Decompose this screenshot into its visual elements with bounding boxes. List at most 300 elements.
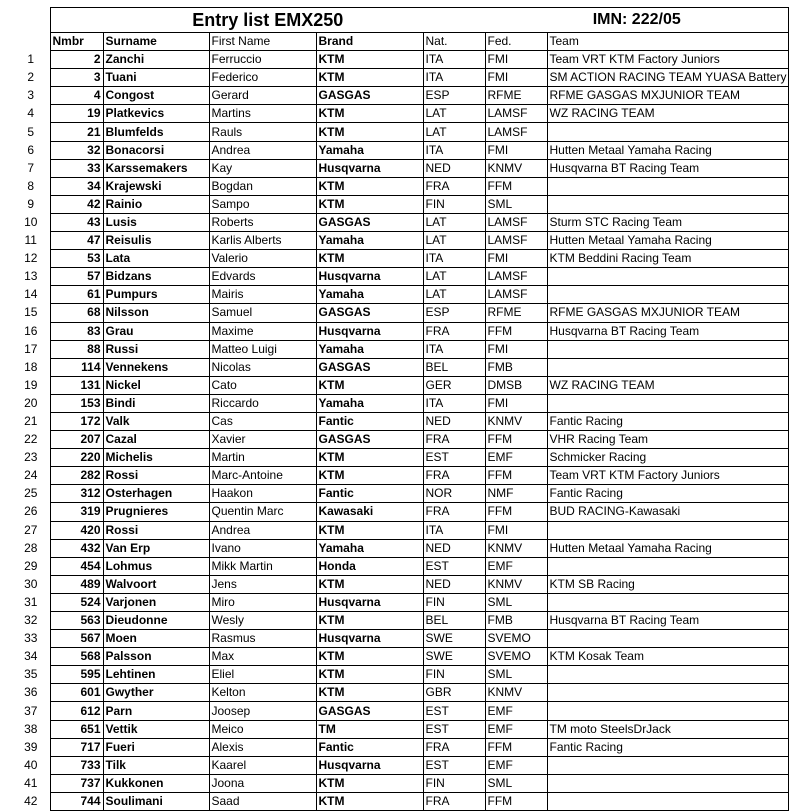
nationality-cell: ITA — [423, 394, 485, 412]
federation-cell: LAMSF — [485, 268, 547, 286]
first-name-cell: Roberts — [209, 213, 316, 231]
rider-number-cell: 733 — [50, 756, 103, 774]
team-cell — [547, 195, 789, 213]
table-row — [12, 557, 789, 575]
table-row — [12, 521, 789, 539]
team-cell: Fantic Racing — [547, 485, 789, 503]
header-surname: Surname — [103, 33, 209, 51]
rider-number-cell: 567 — [50, 630, 103, 648]
brand-cell: Fantic — [316, 485, 423, 503]
nationality-cell: LAT — [423, 123, 485, 141]
rider-number-cell: 595 — [50, 666, 103, 684]
row-index-cell: 32 — [24, 613, 38, 628]
federation-cell: EMF — [485, 449, 547, 467]
table-row — [12, 630, 789, 648]
first-name-cell: Haakon — [209, 485, 316, 503]
team-cell: Husqvarna BT Racing Team — [547, 322, 789, 340]
table-row — [12, 177, 789, 195]
rider-number-cell: 42 — [50, 195, 103, 213]
team-cell — [547, 792, 789, 810]
table-row — [12, 792, 789, 810]
team-cell — [547, 684, 789, 702]
first-name-cell: Joona — [209, 774, 316, 792]
surname-cell: Moen — [103, 630, 209, 648]
first-name-cell: Martins — [209, 105, 316, 123]
first-name-cell: Marc-Antoine — [209, 467, 316, 485]
federation-cell: DMSB — [485, 376, 547, 394]
surname-cell: Krajewski — [103, 177, 209, 195]
table-row — [12, 340, 789, 358]
surname-cell: Zanchi — [103, 51, 209, 69]
surname-cell: Gwyther — [103, 684, 209, 702]
surname-cell: Walvoort — [103, 575, 209, 593]
surname-cell: Kukkonen — [103, 774, 209, 792]
brand-cell: Yamaha — [316, 539, 423, 557]
rider-number-cell: 19 — [50, 105, 103, 123]
surname-cell: Osterhagen — [103, 485, 209, 503]
first-name-cell: Mikk Martin — [209, 557, 316, 575]
nationality-cell: NED — [423, 159, 485, 177]
row-index-cell: 5 — [27, 124, 35, 139]
row-index-cell: 14 — [24, 287, 38, 302]
brand-cell: KTM — [316, 666, 423, 684]
surname-cell: Reisulis — [103, 232, 209, 250]
team-cell: WZ RACING TEAM — [547, 376, 789, 394]
rider-number-cell: 282 — [50, 467, 103, 485]
rider-number-cell: 220 — [50, 449, 103, 467]
first-name-cell: Rauls — [209, 123, 316, 141]
federation-cell: FMI — [485, 51, 547, 69]
rider-number-cell: 3 — [50, 69, 103, 87]
brand-cell: GASGAS — [316, 304, 423, 322]
title-index-blank — [12, 8, 50, 33]
nationality-cell: LAT — [423, 268, 485, 286]
table-row — [12, 666, 789, 684]
federation-cell: LAMSF — [485, 123, 547, 141]
rider-number-cell: 651 — [50, 720, 103, 738]
federation-cell: FMI — [485, 69, 547, 87]
team-cell — [547, 774, 789, 792]
brand-cell: KTM — [316, 575, 423, 593]
nationality-cell: LAT — [423, 286, 485, 304]
federation-cell: FMI — [485, 394, 547, 412]
brand-cell: KTM — [316, 177, 423, 195]
federation-cell: FMI — [485, 521, 547, 539]
team-cell: Team VRT KTM Factory Juniors — [547, 51, 789, 69]
table-row — [12, 268, 789, 286]
team-cell: VHR Racing Team — [547, 431, 789, 449]
brand-cell: KTM — [316, 684, 423, 702]
federation-cell: KNMV — [485, 539, 547, 557]
surname-cell: Vettik — [103, 720, 209, 738]
nationality-cell: LAT — [423, 213, 485, 231]
table-row — [12, 123, 789, 141]
federation-cell: EMF — [485, 557, 547, 575]
surname-cell: Bidzans — [103, 268, 209, 286]
surname-cell: Bindi — [103, 394, 209, 412]
row-index-cell: 36 — [24, 685, 38, 700]
row-index-cell: 27 — [24, 522, 38, 537]
row-index-cell: 4 — [27, 106, 35, 121]
federation-cell: FFM — [485, 503, 547, 521]
federation-cell: RFME — [485, 87, 547, 105]
rider-number-cell: 61 — [50, 286, 103, 304]
header-row — [12, 33, 789, 51]
nationality-cell: NED — [423, 539, 485, 557]
federation-cell: FFM — [485, 431, 547, 449]
nationality-cell: EST — [423, 557, 485, 575]
team-cell — [547, 630, 789, 648]
first-name-cell: Valerio — [209, 250, 316, 268]
table-row — [12, 213, 789, 231]
first-name-cell: Meico — [209, 720, 316, 738]
team-cell — [547, 557, 789, 575]
rider-number-cell: 717 — [50, 738, 103, 756]
team-cell — [547, 521, 789, 539]
team-cell: KTM Kosak Team — [547, 648, 789, 666]
table-row — [12, 648, 789, 666]
table-row — [12, 159, 789, 177]
table-row — [12, 467, 789, 485]
federation-cell: RFME — [485, 304, 547, 322]
first-name-cell: Kaarel — [209, 756, 316, 774]
rider-number-cell: 737 — [50, 774, 103, 792]
surname-cell: Michelis — [103, 449, 209, 467]
rider-number-cell: 57 — [50, 268, 103, 286]
brand-cell: GASGAS — [316, 213, 423, 231]
first-name-cell: Karlis Alberts — [209, 232, 316, 250]
table-row — [12, 286, 789, 304]
team-cell: KTM Beddini Racing Team — [547, 250, 789, 268]
first-name-cell: Ivano — [209, 539, 316, 557]
nationality-cell: SWE — [423, 648, 485, 666]
nationality-cell: FIN — [423, 195, 485, 213]
brand-cell: KTM — [316, 105, 423, 123]
first-name-cell: Martin — [209, 449, 316, 467]
header-index-blank — [12, 33, 50, 51]
first-name-cell: Samuel — [209, 304, 316, 322]
team-cell: WZ RACING TEAM — [547, 105, 789, 123]
surname-cell: Platkevics — [103, 105, 209, 123]
federation-cell: EMF — [485, 702, 547, 720]
brand-cell: GASGAS — [316, 431, 423, 449]
brand-cell: Yamaha — [316, 141, 423, 159]
nationality-cell: ITA — [423, 141, 485, 159]
surname-cell: Valk — [103, 412, 209, 430]
team-cell: SM ACTION RACING TEAM YUASA Battery — [547, 69, 789, 87]
rider-number-cell: 612 — [50, 702, 103, 720]
row-index-cell: 37 — [24, 703, 38, 718]
row-index-cell: 10 — [24, 214, 38, 229]
nationality-cell: GER — [423, 376, 485, 394]
row-index-cell: 42 — [24, 793, 38, 808]
first-name-cell: Bogdan — [209, 177, 316, 195]
rider-number-cell: 319 — [50, 503, 103, 521]
brand-cell: Honda — [316, 557, 423, 575]
federation-cell: KNMV — [485, 159, 547, 177]
rider-number-cell: 420 — [50, 521, 103, 539]
surname-cell: Bonacorsi — [103, 141, 209, 159]
surname-cell: Fueri — [103, 738, 209, 756]
federation-cell: FFM — [485, 738, 547, 756]
table-row — [12, 593, 789, 611]
surname-cell: Nilsson — [103, 304, 209, 322]
row-index-cell: 33 — [24, 631, 38, 646]
row-index-cell: 34 — [24, 649, 38, 664]
federation-cell: SML — [485, 774, 547, 792]
team-cell — [547, 394, 789, 412]
rider-number-cell: 601 — [50, 684, 103, 702]
table-row — [12, 702, 789, 720]
rider-number-cell: 524 — [50, 593, 103, 611]
rider-number-cell: 53 — [50, 250, 103, 268]
table-row — [12, 87, 789, 105]
nationality-cell: EST — [423, 449, 485, 467]
brand-cell: Yamaha — [316, 394, 423, 412]
surname-cell: Varjonen — [103, 593, 209, 611]
table-row — [12, 105, 789, 123]
table-row — [12, 485, 789, 503]
first-name-cell: Sampo — [209, 195, 316, 213]
row-index-cell: 19 — [24, 377, 38, 392]
row-index-cell: 28 — [24, 540, 38, 555]
brand-cell: Husqvarna — [316, 630, 423, 648]
nationality-cell: EST — [423, 756, 485, 774]
row-index-cell: 35 — [24, 667, 38, 682]
first-name-cell: Andrea — [209, 141, 316, 159]
table-row — [12, 684, 789, 702]
surname-cell: Lusis — [103, 213, 209, 231]
rider-number-cell: 114 — [50, 358, 103, 376]
team-cell: Husqvarna BT Racing Team — [547, 612, 789, 630]
table-row — [12, 141, 789, 159]
brand-cell: Husqvarna — [316, 268, 423, 286]
first-name-cell: Kelton — [209, 684, 316, 702]
row-index-cell: 23 — [24, 450, 38, 465]
table-row — [12, 304, 789, 322]
surname-cell: Vennekens — [103, 358, 209, 376]
surname-cell: Prugnieres — [103, 503, 209, 521]
row-index-cell: 22 — [24, 432, 38, 447]
rider-number-cell: 2 — [50, 51, 103, 69]
federation-cell: KNMV — [485, 684, 547, 702]
nationality-cell: FIN — [423, 666, 485, 684]
nationality-cell: EST — [423, 720, 485, 738]
team-cell: Hutten Metaal Yamaha Racing — [547, 141, 789, 159]
first-name-cell: Alexis — [209, 738, 316, 756]
nationality-cell: FRA — [423, 177, 485, 195]
surname-cell: Pumpurs — [103, 286, 209, 304]
brand-cell: KTM — [316, 648, 423, 666]
row-index-cell: 31 — [24, 594, 38, 609]
team-cell — [547, 286, 789, 304]
rider-number-cell: 47 — [50, 232, 103, 250]
first-name-cell: Wesly — [209, 612, 316, 630]
federation-cell: SVEMO — [485, 630, 547, 648]
federation-cell: FFM — [485, 792, 547, 810]
team-cell — [547, 340, 789, 358]
first-name-cell: Miro — [209, 593, 316, 611]
table-row — [12, 232, 789, 250]
nationality-cell: ITA — [423, 521, 485, 539]
nationality-cell: FRA — [423, 738, 485, 756]
table-row — [12, 449, 789, 467]
brand-cell: GASGAS — [316, 358, 423, 376]
first-name-cell: Matteo Luigi — [209, 340, 316, 358]
brand-cell: Kawasaki — [316, 503, 423, 521]
nationality-cell: ITA — [423, 69, 485, 87]
nationality-cell: FRA — [423, 322, 485, 340]
first-name-cell: Kay — [209, 159, 316, 177]
row-index-cell: 18 — [24, 359, 38, 374]
surname-cell: Cazal — [103, 431, 209, 449]
first-name-cell: Quentin Marc — [209, 503, 316, 521]
rider-number-cell: 454 — [50, 557, 103, 575]
page-title: Entry list EMX250 — [50, 8, 485, 33]
table-row — [12, 322, 789, 340]
first-name-cell: Mairis — [209, 286, 316, 304]
federation-cell: FMI — [485, 250, 547, 268]
brand-cell: Fantic — [316, 738, 423, 756]
surname-cell: Russi — [103, 340, 209, 358]
federation-cell: LAMSF — [485, 232, 547, 250]
table-row — [12, 612, 789, 630]
team-cell: RFME GASGAS MXJUNIOR TEAM — [547, 87, 789, 105]
team-cell: Team VRT KTM Factory Juniors — [547, 467, 789, 485]
team-cell: Hutten Metaal Yamaha Racing — [547, 232, 789, 250]
team-cell: Fantic Racing — [547, 412, 789, 430]
row-index-cell: 3 — [27, 88, 35, 103]
team-cell: Schmicker Racing — [547, 449, 789, 467]
first-name-cell: Jens — [209, 575, 316, 593]
table-row — [12, 575, 789, 593]
row-index-cell: 2 — [27, 70, 35, 85]
brand-cell: Yamaha — [316, 340, 423, 358]
rider-number-cell: 88 — [50, 340, 103, 358]
brand-cell: KTM — [316, 612, 423, 630]
nationality-cell: LAT — [423, 232, 485, 250]
row-index-cell: 26 — [24, 504, 38, 519]
rider-number-cell: 33 — [50, 159, 103, 177]
brand-cell: Husqvarna — [316, 756, 423, 774]
surname-cell: Nickel — [103, 376, 209, 394]
federation-cell: LAMSF — [485, 213, 547, 231]
brand-cell: KTM — [316, 467, 423, 485]
surname-cell: Lohmus — [103, 557, 209, 575]
nationality-cell: ITA — [423, 51, 485, 69]
federation-cell: NMF — [485, 485, 547, 503]
surname-cell: Dieudonne — [103, 612, 209, 630]
surname-cell: Rainio — [103, 195, 209, 213]
federation-cell: FFM — [485, 467, 547, 485]
nationality-cell: NED — [423, 412, 485, 430]
brand-cell: Fantic — [316, 412, 423, 430]
federation-cell: LAMSF — [485, 286, 547, 304]
first-name-cell: Ferruccio — [209, 51, 316, 69]
nationality-cell: ESP — [423, 304, 485, 322]
first-name-cell: Max — [209, 648, 316, 666]
first-name-cell: Riccardo — [209, 394, 316, 412]
rider-number-cell: 131 — [50, 376, 103, 394]
federation-cell: KNMV — [485, 412, 547, 430]
surname-cell: Soulimani — [103, 792, 209, 810]
team-cell: Sturm STC Racing Team — [547, 213, 789, 231]
nationality-cell: SWE — [423, 630, 485, 648]
table-row — [12, 195, 789, 213]
row-index-cell: 39 — [24, 739, 38, 754]
header-nat: Nat. — [423, 33, 485, 51]
federation-cell: FFM — [485, 177, 547, 195]
row-index-cell: 15 — [24, 305, 38, 320]
first-name-cell: Cas — [209, 412, 316, 430]
team-cell — [547, 268, 789, 286]
row-index-cell: 41 — [24, 775, 38, 790]
header-first-name: First Name — [209, 33, 316, 51]
table-row — [12, 376, 789, 394]
team-cell — [547, 756, 789, 774]
rider-number-cell: 153 — [50, 394, 103, 412]
row-index-cell: 11 — [24, 233, 37, 248]
team-cell — [547, 177, 789, 195]
header-fed: Fed. — [485, 33, 547, 51]
federation-cell: FMB — [485, 358, 547, 376]
brand-cell: Husqvarna — [316, 593, 423, 611]
surname-cell: Grau — [103, 322, 209, 340]
rider-number-cell: 21 — [50, 123, 103, 141]
nationality-cell: ITA — [423, 250, 485, 268]
federation-cell: KNMV — [485, 575, 547, 593]
table-row — [12, 250, 789, 268]
row-index-cell: 9 — [27, 196, 35, 211]
first-name-cell: Joosep — [209, 702, 316, 720]
header-nmbr: Nmbr — [50, 33, 103, 51]
header-brand: Brand — [316, 33, 423, 51]
federation-cell: LAMSF — [485, 105, 547, 123]
nationality-cell: GBR — [423, 684, 485, 702]
table-row — [12, 774, 789, 792]
row-index-cell: 7 — [27, 160, 35, 175]
federation-cell: EMF — [485, 756, 547, 774]
row-index-cell: 12 — [24, 251, 38, 266]
brand-cell: TM — [316, 720, 423, 738]
surname-cell: Lata — [103, 250, 209, 268]
federation-cell: SML — [485, 195, 547, 213]
nationality-cell: NOR — [423, 485, 485, 503]
title-row — [12, 8, 789, 33]
brand-cell: KTM — [316, 774, 423, 792]
row-index-cell: 25 — [24, 486, 38, 501]
table-row — [12, 394, 789, 412]
rider-number-cell: 172 — [50, 412, 103, 430]
brand-cell: Yamaha — [316, 232, 423, 250]
table-row — [12, 720, 789, 738]
first-name-cell: Rasmus — [209, 630, 316, 648]
first-name-cell: Xavier — [209, 431, 316, 449]
row-index-cell: 6 — [27, 142, 35, 157]
brand-cell: KTM — [316, 376, 423, 394]
table-row — [12, 412, 789, 430]
surname-cell: Rossi — [103, 521, 209, 539]
team-cell: Hutten Metaal Yamaha Racing — [547, 539, 789, 557]
first-name-cell: Eliel — [209, 666, 316, 684]
first-name-cell: Nicolas — [209, 358, 316, 376]
nationality-cell: LAT — [423, 105, 485, 123]
brand-cell: Husqvarna — [316, 159, 423, 177]
table-row — [12, 539, 789, 557]
team-cell: Husqvarna BT Racing Team — [547, 159, 789, 177]
brand-cell: KTM — [316, 521, 423, 539]
rider-number-cell: 563 — [50, 612, 103, 630]
